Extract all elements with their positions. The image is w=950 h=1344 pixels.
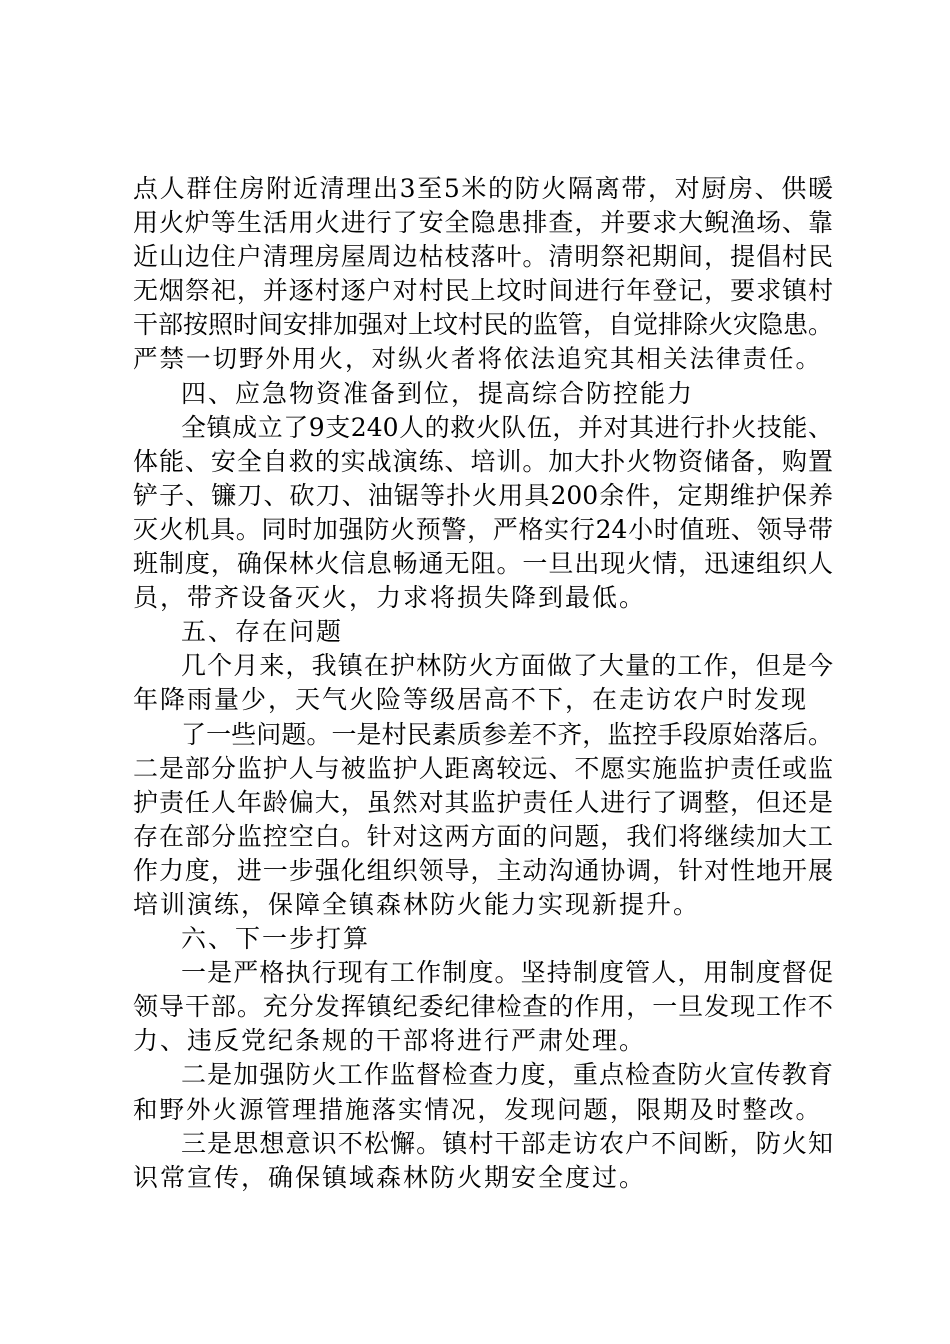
text-line: 点人群住房附近清理出3至5米的防火隔离带，对厨房、供暖	[133, 174, 833, 203]
text-line: 存在部分监控空白。针对这两方面的问题，我们将继续加大工	[133, 821, 833, 851]
text-line: 铲子、镰刀、砍刀、油锯等扑火用具200余件，定期维护保养	[133, 480, 833, 510]
text-line: 严禁一切野外用火，对纵火者将依法追究其相关法律责任。	[133, 344, 822, 374]
text-line: 护责任人年龄偏大，虽然对其监护责任人进行了调整，但还是	[133, 787, 833, 817]
text-line: 了一些问题。一是村民素质参差不齐，监控手段原始落后。	[181, 719, 833, 749]
text-line: 二是加强防火工作监督检查力度，重点检查防火宣传教育	[181, 1060, 833, 1090]
text-line: 用火炉等生活用火进行了安全隐患排查，并要求大鲵渔场、靠	[133, 208, 833, 238]
body-text	[133, 172, 833, 1195]
text-line: 无烟祭祀，并逐村逐户对村民上坟时间进行年登记，要求镇村	[133, 276, 833, 306]
text-line: 二是部分监护人与被监护人距离较远、不愿实施监护责任或监	[133, 753, 833, 783]
text-line: 干部按照时间安排加强对上坟村民的监管，自觉排除火灾隐患。	[133, 310, 834, 340]
text-line: 力、违反党纪条规的干部将进行严肃处理。	[133, 1026, 647, 1056]
text-line: 三是思想意识不松懈。镇村干部走访农户不间断，防火知	[181, 1128, 833, 1158]
text-line: 几个月来，我镇在护林防火方面做了大量的工作，但是今	[181, 651, 833, 681]
text-line: 六、下一步打算	[181, 924, 371, 954]
text-line: 五、存在问题	[181, 617, 344, 647]
text-line: 体能、安全自救的实战演练、培训。加大扑火物资储备，购置	[133, 446, 833, 476]
text-line: 近山边住户清理房屋周边枯枝落叶。清明祭祀期间，提倡村民	[133, 242, 833, 272]
text-line: 作力度，进一步强化组织领导，主动沟通协调，针对性地开展	[133, 855, 833, 885]
text-line: 培训演练，保障全镇森林防火能力实现新提升。	[133, 889, 701, 919]
text-line: 一是严格执行现有工作制度。坚持制度管人，用制度督促	[181, 958, 833, 988]
text-line: 班制度，确保林火信息畅通无阻。一旦出现火情，迅速组织人	[133, 549, 833, 579]
text-line: 灭火机具。同时加强防火预警，严格实行24小时值班、领导带	[133, 514, 833, 544]
text-line: 员，带齐设备灭火，力求将损失降到最低。	[133, 583, 647, 613]
text-line: 识常宣传，确保镇域森林防火期安全度过。	[133, 1162, 647, 1192]
text-line: 和野外火源管理措施落实情况，发现问题，限期及时整改。	[133, 1094, 822, 1124]
text-line: 四、应急物资准备到位，提高综合防控能力	[181, 378, 695, 408]
text-line: 全镇成立了9支240人的救火队伍，并对其进行扑火技能、	[181, 412, 833, 442]
text-line: 年降雨量少，天气火险等级居高不下，在走访农户时发现	[133, 685, 809, 715]
text-line: 领导干部。充分发挥镇纪委纪律检查的作用，一旦发现工作不	[133, 992, 833, 1022]
